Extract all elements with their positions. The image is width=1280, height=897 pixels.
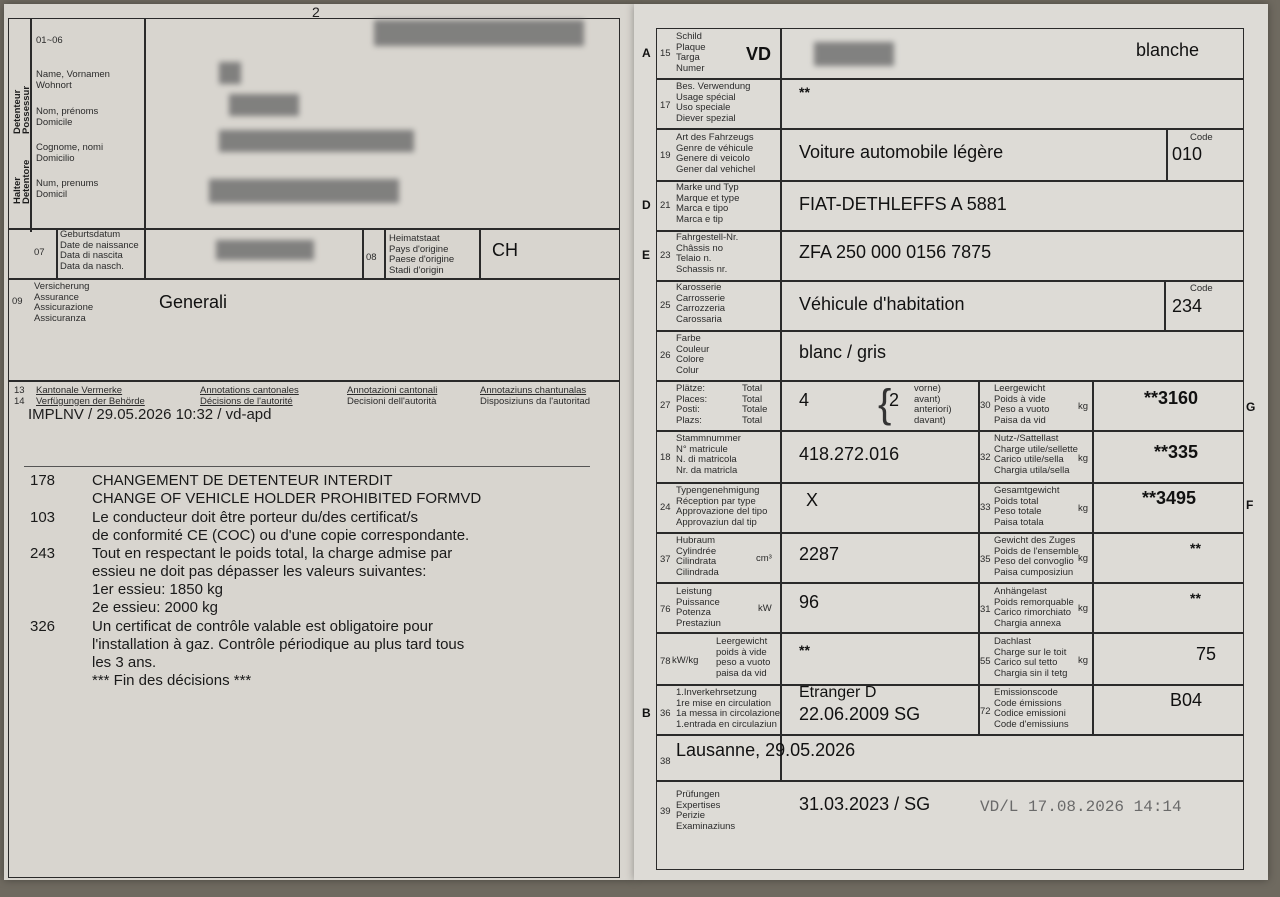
cantonal-col-rm: Annotaziuns chantunalas Disposiziuns da l'autoritad bbox=[480, 385, 591, 407]
decision-code: 103 bbox=[30, 509, 56, 526]
seats-total-value: 4 bbox=[799, 390, 810, 410]
first-reg-origin: Etranger D bbox=[799, 684, 877, 701]
body-value: Véhicule d'habitation bbox=[799, 294, 965, 314]
redacted-block bbox=[229, 94, 299, 116]
train-weight-label: Gewicht des Zuges Poids de l'ensemble Peso del convoglio Paisa cumposiziun bbox=[994, 535, 1079, 578]
cantonal-col-fr: Annotations cantonales Décisions de l'autorité bbox=[200, 385, 299, 407]
decision-text: 2e essieu: 2000 kg bbox=[92, 599, 218, 616]
color-label: Farbe Couleur Colore Colur bbox=[676, 333, 710, 376]
seats-total-label: Total Total Totale Total bbox=[742, 383, 768, 426]
make-label: Marke und Typ Marque et type Marca e tipo Marca e tip bbox=[676, 182, 740, 225]
type-row-num: 19 bbox=[660, 150, 671, 161]
type-code: 010 bbox=[1172, 144, 1203, 164]
decision-text: l'installation à gaz. Contrôle périodique au plus tard tous bbox=[92, 636, 465, 653]
redacted-block bbox=[374, 20, 584, 46]
holder-rot-label-3: Halter bbox=[12, 177, 23, 204]
cantonal-nums: 13 14 bbox=[14, 385, 25, 407]
body-row-num: 25 bbox=[660, 300, 671, 311]
approval-row-num: 24 bbox=[660, 502, 671, 513]
seats-row-num: 27 bbox=[660, 400, 671, 411]
first-reg-row-num: 36 bbox=[660, 708, 671, 719]
chassis-label: Fahrgestell-Nr. Châssis no Telaio n. Schassis nr. bbox=[676, 232, 739, 275]
roof-row-num: 55 bbox=[980, 656, 991, 667]
plate-number-redacted bbox=[814, 42, 894, 66]
type-value: Voiture automobile légère bbox=[799, 142, 1004, 162]
make-value: FIAT-DETHLEFFS A 5881 bbox=[799, 194, 1007, 214]
decision-code: 326 bbox=[30, 618, 56, 635]
origin-label: Heimatstaat Pays d'origine Paese d'origine Stadi d'origin bbox=[389, 233, 455, 276]
inspection-row-num: 39 bbox=[660, 806, 671, 817]
roof-label: Dachlast Charge sur le toit Carico sul tetto Chargia sin il tetg bbox=[994, 636, 1068, 679]
holder-label-rm: Num, prenums Domicil bbox=[36, 178, 99, 200]
chassis-row-num: 23 bbox=[660, 250, 671, 261]
ratio-row-num: 78 bbox=[660, 656, 671, 667]
body-code-label: Code bbox=[1190, 283, 1213, 294]
cantonal-col-de: Kantonale Vermerke Verfügungen der Behörde bbox=[36, 385, 145, 407]
seats-front-label: vorne) avant) anteriori) davant) bbox=[914, 383, 952, 426]
birth-date-value bbox=[216, 240, 314, 260]
use-value: ** bbox=[799, 84, 810, 100]
implnv-stamp: IMPLNV / 29.05.2026 10:32 / vd-apd bbox=[28, 406, 272, 423]
emission-row-num: 72 bbox=[980, 706, 991, 717]
total-weight-unit: kg bbox=[1078, 503, 1089, 514]
power-row-num: 76 bbox=[660, 604, 671, 615]
ratio-label: Leergewicht poids à vide peso a vuoto paisa da vid bbox=[716, 636, 771, 679]
decision-text: Un certificat de contrôle valable est obligatoire pour bbox=[92, 618, 434, 635]
decision-text: de conformité CE (COC) ou d'une copie correspondante. bbox=[92, 527, 470, 544]
chassis-value: ZFA 250 000 0156 7875 bbox=[799, 242, 992, 262]
trailer-value: ** bbox=[1190, 590, 1201, 606]
decision-text: CHANGEMENT DE DETENTEUR INTERDIT bbox=[92, 472, 393, 489]
train-weight-row-num: 35 bbox=[980, 554, 991, 565]
plate-canton: VD bbox=[746, 44, 772, 64]
decision-code: 178 bbox=[30, 472, 56, 489]
approval-label: Typengenehmigung Réception par type Approvazione del tipo Approvaziun dal tip bbox=[676, 485, 768, 528]
redacted-block bbox=[219, 130, 414, 152]
place-row-num: 38 bbox=[660, 756, 671, 767]
empty-weight-unit: kg bbox=[1078, 401, 1089, 412]
ratio-value: ** bbox=[799, 642, 810, 658]
birth-label: Geburtsdatum Date de naissance Data di nascita Data da nasch. bbox=[60, 229, 139, 272]
total-weight-label: Gesamtgewicht Poids total Peso totale Paisa totala bbox=[994, 485, 1060, 528]
first-reg-label: 1.Inverkehrsetzung 1re mise en circulation 1a messa in circolazione 1.entrada en circulaziun bbox=[676, 687, 781, 730]
color-row-num: 26 bbox=[660, 350, 671, 361]
empty-weight-row-num: 30 bbox=[980, 400, 991, 411]
trailer-unit: kg bbox=[1078, 603, 1089, 614]
side-letter-f: F bbox=[1246, 498, 1254, 512]
holder-label-it: Cognome, nomi Domicilio bbox=[36, 142, 104, 164]
insurance-label: Versicherung Assurance Assicurazione Assicuranza bbox=[34, 281, 94, 324]
roof-value: 75 bbox=[1196, 644, 1217, 664]
redacted-block bbox=[209, 179, 399, 203]
seats-brace: { bbox=[878, 382, 892, 426]
decision-text: 1er essieu: 1850 kg bbox=[92, 581, 223, 598]
make-row-num: 21 bbox=[660, 200, 671, 211]
roof-unit: kg bbox=[1078, 655, 1089, 666]
trailer-row-num: 31 bbox=[980, 604, 991, 615]
total-weight-row-num: 33 bbox=[980, 502, 991, 513]
plate-row-num: 15 bbox=[660, 48, 671, 59]
side-letter-e: E bbox=[642, 248, 651, 262]
decision-text: les 3 ans. bbox=[92, 654, 157, 671]
power-value: 96 bbox=[799, 592, 820, 612]
inspection-label: Prüfungen Expertises Perizie Examinaziuns bbox=[676, 789, 736, 832]
matricule-row-num: 18 bbox=[660, 452, 671, 463]
right-page bbox=[634, 4, 1268, 880]
trailer-label: Anhängelast Poids remorquable Carico rimorchiato Chargia annexa bbox=[994, 586, 1074, 629]
cyl-row-num: 37 bbox=[660, 554, 671, 565]
decision-text: *** Fin des décisions *** bbox=[92, 672, 252, 689]
seats-label: Plätze: Places: Posti: Plazs: bbox=[676, 383, 708, 426]
side-letter-b: B bbox=[642, 706, 651, 720]
total-weight-value: **3495 bbox=[1142, 488, 1197, 508]
side-letter-g: G bbox=[1246, 400, 1256, 414]
seats-front-value: 2 bbox=[889, 390, 900, 410]
matricule-label: Stammnummer N° matricule N. di matricola Nr. da matricla bbox=[676, 433, 741, 476]
emission-value: B04 bbox=[1170, 690, 1203, 710]
place-date-value: Lausanne, 29.05.2026 bbox=[676, 740, 856, 760]
matricule-value: 418.272.016 bbox=[799, 444, 900, 464]
use-row-num: 17 bbox=[660, 100, 671, 111]
birth-row-num: 07 bbox=[34, 247, 45, 258]
cyl-unit: cm³ bbox=[756, 553, 772, 564]
power-unit: kW bbox=[758, 603, 772, 614]
redacted-block bbox=[219, 62, 241, 84]
holder-row-num: 01~06 bbox=[36, 35, 63, 46]
payload-value: **335 bbox=[1154, 442, 1199, 462]
payload-label: Nutz-/Sattellast Charge utile/sellette Carico utile/sella Chargia utila/sella bbox=[994, 433, 1078, 476]
type-label: Art des Fahrzeugs Genre de véhicule Genere di veicolo Gener dal vehichel bbox=[676, 132, 756, 175]
payload-row-num: 32 bbox=[980, 452, 991, 463]
emission-label: Emissionscode Code émissions Codice emissioni Code d'emissiuns bbox=[994, 687, 1069, 730]
body-code: 234 bbox=[1172, 296, 1203, 316]
decision-text: Tout en respectant le poids total, la charge admise par bbox=[92, 545, 453, 562]
side-letter-a: A bbox=[642, 46, 651, 60]
holder-label-de: Name, Vornamen Wohnort bbox=[36, 69, 110, 91]
use-label: Bes. Verwendung Usage spécial Uso speciale Diever spezial bbox=[676, 81, 751, 124]
holder-label-fr: Nom, prénoms Domicile bbox=[36, 106, 99, 128]
holder-rot-label-2: Possessur bbox=[21, 85, 32, 134]
page-number: 2 bbox=[312, 4, 320, 20]
origin-value: CH bbox=[492, 240, 518, 260]
insurance-row-num: 09 bbox=[12, 296, 23, 307]
empty-weight-label: Leergewicht Poids à vide Peso a vuoto Paisa da vid bbox=[994, 383, 1050, 426]
decision-text: CHANGE OF VEHICLE HOLDER PROHIBITED FORMVD bbox=[92, 490, 482, 507]
power-label: Leistung Puissance Potenza Prestaziun bbox=[676, 586, 721, 629]
train-weight-value: ** bbox=[1190, 540, 1201, 556]
ratio-unit: kW/kg bbox=[672, 655, 699, 666]
payload-unit: kg bbox=[1078, 453, 1089, 464]
decision-text: essieu ne doit pas dépasser les valeurs suivantes: bbox=[92, 563, 427, 580]
first-reg-date: 22.06.2009 SG bbox=[799, 704, 921, 724]
inspection-value: 31.03.2023 / SG bbox=[799, 794, 931, 814]
cyl-label: Hubraum Cylindrée Cilindrata Cilindrada bbox=[676, 535, 719, 578]
empty-weight-value: **3160 bbox=[1144, 388, 1199, 408]
left-page bbox=[4, 4, 634, 880]
cyl-value: 2287 bbox=[799, 544, 840, 564]
color-value: blanc / gris bbox=[799, 342, 887, 362]
body-label: Karosserie Carrosserie Carrozzeria Carossaria bbox=[676, 282, 726, 325]
approval-value: X bbox=[806, 490, 819, 510]
plate-color: blanche bbox=[1136, 40, 1200, 60]
decision-text: Le conducteur doit être porteur du/des certificat/s bbox=[92, 509, 419, 526]
decision-code: 243 bbox=[30, 545, 56, 562]
train-weight-unit: kg bbox=[1078, 553, 1089, 564]
inspection-stamp: VD/L 17.08.2026 14:14 bbox=[980, 798, 1182, 816]
type-code-label: Code bbox=[1190, 132, 1213, 143]
side-letter-d: D bbox=[642, 198, 651, 212]
holder-rot-label-4: Detentore bbox=[21, 159, 32, 204]
plate-label: Schild Plaque Targa Numer bbox=[676, 31, 706, 74]
insurance-value: Generali bbox=[159, 292, 228, 312]
origin-row-num: 08 bbox=[366, 252, 377, 263]
cantonal-col-it: Annotazioni cantonali Decisioni dell'autorità bbox=[347, 385, 438, 407]
holder-rot-label-1: Detenteur bbox=[12, 89, 23, 134]
